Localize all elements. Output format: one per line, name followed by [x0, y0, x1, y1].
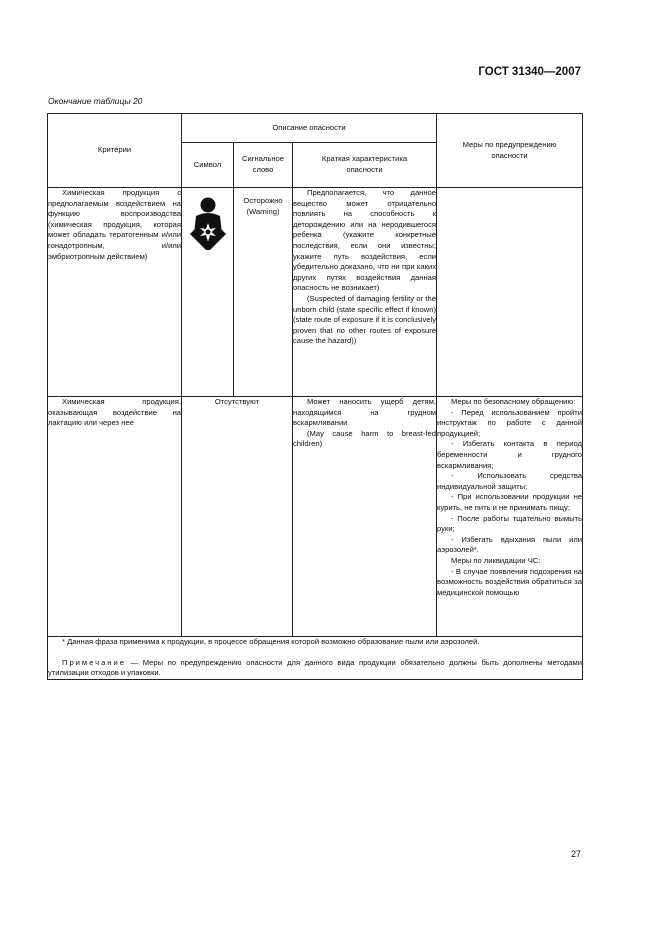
row1-brief-description: Предполагается, что данное вещество может отрицательно повлиять на способность к деторождению или на неродившегося ребенка (укажите конкретные последствия, если они известны; укажите путь воздействия, если убедительно доказано, что ни при каких других путях воздействия данная опасность не возникает) (Suspected of damaging fertility or the unborn child (state specific effect if known) (state route of exposure if it is conclusively proven that no other routes of exposure cause the hazard))	[293, 188, 437, 397]
health-hazard-icon	[188, 196, 228, 250]
footnote-text: * Данная фраза применима к продукции, в процессе обращения которой возможно образование пыли или аэрозолей.	[62, 637, 480, 646]
row1-prevention	[437, 188, 583, 397]
row2-prevention: Меры по безопасному обращению: - Перед использованием пройти инструктаж по работе с данной продукцией; - Избегать контакта в период беременности и грудного вскармливания; - Использовать средства индивидуальной защиты; - При использовании продукции не курить, не пить и не принимать пищу; - После работы тщательно вымыть руки; - Избегать вдыхания пыли или аэрозолей*. Меры по ликвидации ЧС: - В случае появления подозрения на возможность воздействия обратиться за медицинской помощью	[437, 397, 583, 637]
note-label: Примечание	[62, 657, 126, 667]
header-brief-description: Краткая характеристика опасности	[293, 143, 437, 188]
hazard-table	[47, 113, 583, 680]
row2-criteria: Химическая продукция, оказывающая воздействие на лактацию или через нее	[48, 397, 182, 637]
note-text: Примечание — Меры по предупреждению опасности для данного вида продукции обязательно должны быть дополнены методами утилизации отходов и упаковки.	[48, 657, 582, 678]
header-symbol: Символ	[182, 143, 234, 188]
header-prevention: Меры по предупреждению опасности	[437, 114, 583, 188]
document-header: ГОСТ 31340—2007	[478, 66, 581, 78]
table-caption: Окончание таблицы 20	[48, 96, 143, 106]
header-signal-word: Сигнальное слово	[234, 143, 293, 188]
row2-symbol-signal: Отсутствуют	[182, 397, 293, 637]
row1-symbol	[182, 188, 234, 397]
table-footnote	[48, 637, 583, 680]
page-number: 27	[570, 849, 581, 859]
header-hazard-description: Описание опасности	[182, 114, 437, 143]
header-criteria: Критерии	[48, 114, 182, 188]
row1-signal-word: Осторожно (Warning)	[234, 188, 293, 397]
row2-brief-description: Может наносить ущерб детям, находящимся на грудном вскармливании (May cause harm to breast-fed children)	[293, 397, 437, 637]
row1-criteria: Химическая продукция с предполагаемым воздействием на функцию воспроизводства (химическая продукция, которая может обладать тератогенным и/или гонадотропным, и/или эмбриотропным действием)	[48, 188, 182, 397]
